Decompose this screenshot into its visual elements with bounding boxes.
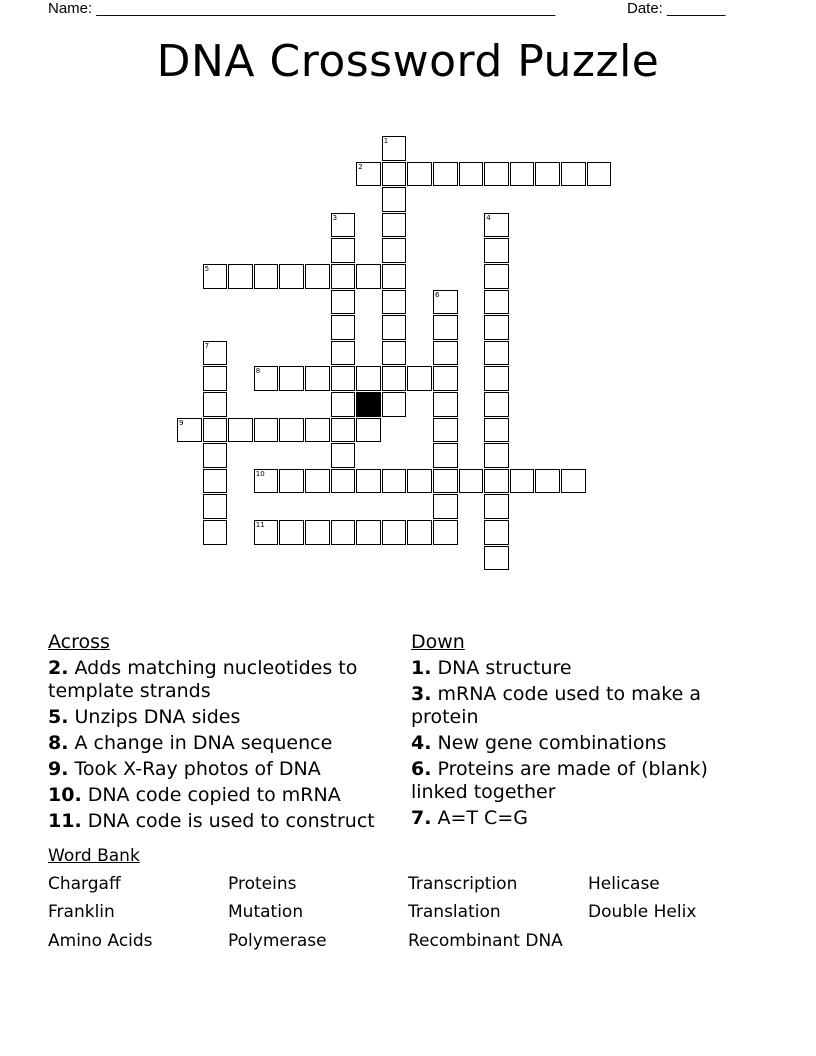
clue-text: A change in DNA sequence xyxy=(68,732,333,754)
clue-number-label: 11. xyxy=(48,810,82,832)
grid-cell[interactable] xyxy=(382,290,407,315)
grid-cell[interactable] xyxy=(279,469,304,494)
grid-cell[interactable] xyxy=(382,162,407,187)
clue-number: 7 xyxy=(204,341,210,350)
grid-cell[interactable] xyxy=(279,366,304,391)
clue-number-label: 6. xyxy=(411,758,432,780)
grid-cell[interactable] xyxy=(305,469,330,494)
down-clue xyxy=(411,657,761,680)
clue-number-label: 7. xyxy=(411,807,432,829)
clue-text: New gene combinations xyxy=(431,732,667,754)
across-clues xyxy=(48,630,398,836)
grid-cell[interactable] xyxy=(433,162,458,187)
black-cell xyxy=(356,392,381,417)
grid-cell[interactable] xyxy=(203,366,228,391)
grid-cell[interactable] xyxy=(254,418,279,443)
grid-cell[interactable] xyxy=(331,264,356,289)
grid-cell[interactable] xyxy=(484,494,509,519)
clue-number: 8 xyxy=(255,367,261,376)
grid-cell[interactable] xyxy=(279,520,304,545)
grid-cell[interactable] xyxy=(484,443,509,468)
grid-cell[interactable] xyxy=(382,238,407,263)
grid-cell[interactable] xyxy=(305,418,330,443)
clue-text: Unzips DNA sides xyxy=(68,706,241,728)
grid-cell[interactable] xyxy=(203,469,228,494)
grid-cell[interactable] xyxy=(331,341,356,366)
grid-cell[interactable] xyxy=(331,366,356,391)
grid-cell[interactable] xyxy=(382,366,407,391)
grid-cell[interactable] xyxy=(535,469,560,494)
clue-number: 6 xyxy=(435,290,440,299)
word-bank-item: Recombinant DNA xyxy=(408,931,563,951)
clue-number: 2 xyxy=(358,162,363,171)
down-clue xyxy=(411,732,761,755)
across-clue xyxy=(48,657,398,703)
grid-cell[interactable] xyxy=(433,520,458,545)
grid-cell[interactable] xyxy=(433,341,458,366)
clue-number-label: 5. xyxy=(48,706,69,728)
down-clues xyxy=(411,630,761,833)
clue-number: 1 xyxy=(383,137,389,145)
grid-cell[interactable] xyxy=(382,187,407,212)
grid-cell[interactable] xyxy=(382,341,407,366)
page-title: DNA Crossword Puzzle xyxy=(156,36,660,87)
grid-cell[interactable] xyxy=(433,494,458,519)
grid-cell[interactable] xyxy=(356,418,381,443)
grid-cell[interactable] xyxy=(203,392,228,417)
grid-cell[interactable] xyxy=(484,520,509,545)
word-bank-item: Amino Acids xyxy=(48,931,153,951)
grid-cell[interactable] xyxy=(407,162,432,187)
grid-cell[interactable] xyxy=(356,264,381,289)
grid-cell[interactable] xyxy=(331,469,356,494)
grid-cell[interactable] xyxy=(535,162,560,187)
grid-cell[interactable] xyxy=(433,469,458,494)
grid-cell[interactable] xyxy=(433,392,458,417)
grid-cell[interactable] xyxy=(203,418,228,443)
across-clue xyxy=(48,732,398,755)
grid-cell[interactable] xyxy=(331,238,356,263)
across-clue xyxy=(48,758,398,781)
clue-number: 10 xyxy=(255,469,265,478)
grid-cell[interactable] xyxy=(407,520,432,545)
grid-cell[interactable] xyxy=(510,469,535,494)
grid-cell[interactable] xyxy=(407,366,432,391)
word-bank-item: Translation xyxy=(408,902,501,922)
clue-number-label: 4. xyxy=(411,732,432,754)
clue-number: 5 xyxy=(204,265,210,273)
grid-cell[interactable] xyxy=(228,418,253,443)
clue-text: Took X-Ray photos of DNA xyxy=(68,758,321,780)
grid-cell[interactable] xyxy=(331,418,356,443)
grid-cell[interactable] xyxy=(279,264,304,289)
grid-cell[interactable] xyxy=(433,443,458,468)
clue-text: A=T C=G xyxy=(431,807,528,829)
down-clue xyxy=(411,807,761,830)
grid-cell[interactable] xyxy=(587,162,612,187)
grid-cell[interactable] xyxy=(561,162,586,187)
word-bank-item: Transcription xyxy=(408,874,518,894)
across-list xyxy=(48,657,398,833)
grid-cell[interactable] xyxy=(254,264,279,289)
clue-number-label: 10. xyxy=(48,784,82,806)
grid-cell[interactable] xyxy=(484,469,509,494)
grid-cell[interactable] xyxy=(433,315,458,340)
grid-cell[interactable] xyxy=(203,443,228,468)
across-heading: Across xyxy=(48,631,110,653)
clue-number: 9 xyxy=(179,418,184,427)
clue-text: DNA code copied to mRNA xyxy=(81,784,341,806)
word-bank-item: Double Helix xyxy=(588,902,697,922)
grid-cell[interactable] xyxy=(305,520,330,545)
word-bank-item: Helicase xyxy=(588,874,660,894)
across-clue xyxy=(48,784,398,807)
clue-text: mRNA code used to make a protein xyxy=(411,683,702,728)
grid-cell[interactable] xyxy=(510,162,535,187)
grid-cell[interactable] xyxy=(203,494,228,519)
grid-cell[interactable] xyxy=(356,469,381,494)
grid-cell[interactable] xyxy=(484,290,509,315)
grid-cell[interactable] xyxy=(382,315,407,340)
date-field[interactable]: Date: _______ xyxy=(627,0,726,17)
down-list xyxy=(411,657,761,830)
grid-cell[interactable] xyxy=(382,520,407,545)
across-clue xyxy=(48,706,398,729)
grid-cell[interactable] xyxy=(331,315,356,340)
grid-cell[interactable] xyxy=(459,162,484,187)
grid-cell[interactable] xyxy=(331,290,356,315)
clue-number-label: 1. xyxy=(411,657,432,679)
grid-cell[interactable] xyxy=(382,469,407,494)
grid-cell[interactable] xyxy=(561,469,586,494)
grid-cell[interactable] xyxy=(484,238,509,263)
word-bank-item: Chargaff xyxy=(48,874,121,894)
grid-cell[interactable] xyxy=(484,264,509,289)
word-bank-heading: Word Bank xyxy=(48,846,140,866)
across-clue xyxy=(48,810,398,833)
grid-cell[interactable] xyxy=(279,418,304,443)
down-clue xyxy=(411,758,761,804)
word-bank-item: Proteins xyxy=(228,874,297,894)
grid-cell[interactable] xyxy=(228,264,253,289)
word-bank-item: Mutation xyxy=(228,902,304,922)
clue-number-label: 8. xyxy=(48,732,69,754)
grid-cell[interactable] xyxy=(331,392,356,417)
clue-number-label: 9. xyxy=(48,758,69,780)
grid-cell[interactable] xyxy=(382,264,407,289)
grid-cell[interactable] xyxy=(356,520,381,545)
clue-number-label: 2. xyxy=(48,657,69,679)
clue-number: 3 xyxy=(332,213,338,222)
word-bank-item: Polymerase xyxy=(228,931,327,951)
grid-cell[interactable] xyxy=(484,162,509,187)
grid-cell[interactable] xyxy=(407,469,432,494)
grid-cell[interactable] xyxy=(433,366,458,391)
grid-cell[interactable] xyxy=(484,546,509,571)
grid-cell[interactable] xyxy=(305,366,330,391)
down-clue xyxy=(411,683,761,729)
clue-text: DNA structure xyxy=(431,657,572,679)
clue-number-label: 3. xyxy=(411,683,432,705)
grid-cell[interactable] xyxy=(433,418,458,443)
clue-text: Proteins are made of (blank) linked together xyxy=(411,758,708,803)
clue-number: 11 xyxy=(255,521,265,529)
grid-cell[interactable] xyxy=(331,520,356,545)
name-field[interactable]: Name: _______________________________________________________ xyxy=(48,0,556,17)
grid-cell[interactable] xyxy=(382,213,407,238)
word-bank-item: Franklin xyxy=(48,902,115,922)
grid-cell[interactable] xyxy=(382,392,407,417)
grid-cell[interactable] xyxy=(356,366,381,391)
grid-cell[interactable] xyxy=(484,392,509,417)
grid-cell[interactable] xyxy=(484,418,509,443)
grid-cell[interactable] xyxy=(484,341,509,366)
clue-number: 4 xyxy=(486,213,491,222)
clue-text: DNA code is used to construct xyxy=(81,810,375,832)
clue-text: Adds matching nucleotides to template strands xyxy=(48,657,358,702)
grid-cell[interactable] xyxy=(459,469,484,494)
down-heading: Down xyxy=(411,631,465,653)
grid-cell[interactable] xyxy=(484,366,509,391)
grid-cell[interactable] xyxy=(484,315,509,340)
grid-cell[interactable] xyxy=(305,264,330,289)
grid-cell[interactable] xyxy=(331,443,356,468)
grid-cell[interactable] xyxy=(203,520,228,545)
